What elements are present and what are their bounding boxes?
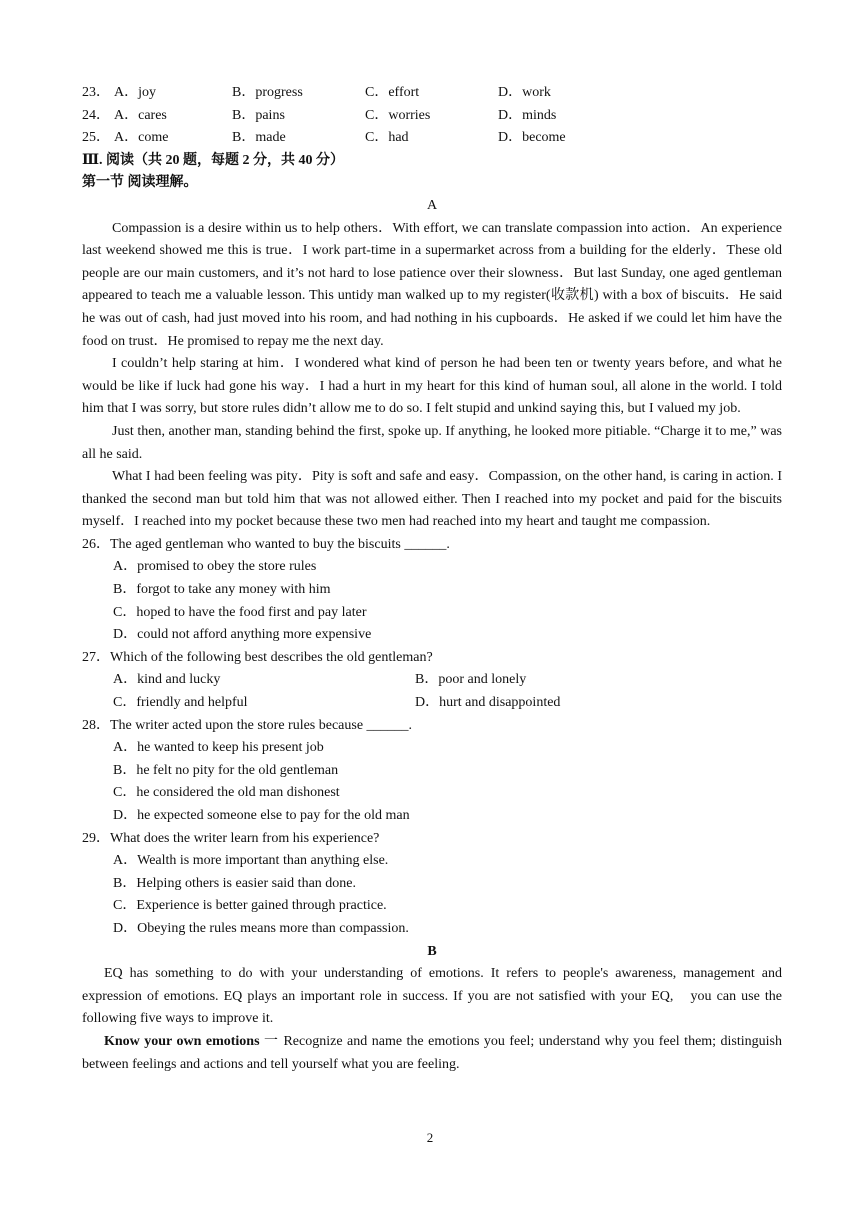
option-c: C．worries bbox=[365, 107, 431, 123]
question-stem: 26．The aged gentleman who wanted to buy the biscuits ______. bbox=[82, 536, 450, 552]
question-28 bbox=[82, 715, 782, 828]
page-number: 2 bbox=[426, 1130, 434, 1145]
cloze-row-25 bbox=[82, 127, 782, 150]
passage-paragraph: Just then, another man, standing behind the first, spoke up. If anything, he looked more pitiable. “Charge it to me,” was all he said. bbox=[82, 423, 782, 462]
option-b: B．pains bbox=[232, 107, 285, 123]
option-c: C．effort bbox=[365, 85, 420, 100]
answer-option: B．forgot to take any money with him bbox=[113, 582, 331, 598]
option-c: C．had bbox=[365, 130, 409, 146]
answer-option-row bbox=[82, 669, 782, 692]
option-d: D．work bbox=[498, 85, 551, 100]
question-number: 24． bbox=[82, 107, 110, 123]
question-number: 23． bbox=[82, 85, 110, 100]
answer-option: C．he considered the old man dishonest bbox=[113, 785, 340, 801]
question-27 bbox=[82, 647, 782, 715]
passage-paragraph bbox=[82, 1031, 782, 1076]
answer-option-row bbox=[82, 692, 782, 715]
answer-option: B．Helping others is easier said than done. bbox=[113, 875, 357, 891]
tip-text: Recognize and name the emotions you feel; understand why you feel them; distinguish between feelings and actions and tell yourself what you are feeling. bbox=[82, 1033, 782, 1072]
answer-option: D．he expected someone else to pay for the old man bbox=[113, 808, 410, 823]
passage-b-label: B bbox=[427, 943, 437, 959]
answer-option: C．friendly and helpful bbox=[113, 695, 248, 711]
subsection-title: 第一节 阅读理解。 bbox=[82, 175, 198, 191]
option-a: A．come bbox=[114, 130, 169, 146]
cloze-row-24 bbox=[82, 105, 782, 128]
question-26 bbox=[82, 534, 782, 647]
answer-option: D．hurt and disappointed bbox=[415, 695, 561, 711]
passage-paragraph: What I had been feeling was pity．Pity is soft and safe and easy．Compassion, on the other hand, is caring in action. I thanked the second man but told him that was not allowed either. Then I reached into my pocket and paid for the biscuits myself．I reached into my pocket because these two men had reached into my heart and taught me compassion. bbox=[82, 469, 782, 530]
option-a: A．cares bbox=[114, 107, 167, 123]
answer-option: D．could not afford anything more expensive bbox=[113, 627, 372, 643]
answer-option: B．poor and lonely bbox=[415, 672, 527, 688]
answer-option: C．Experience is better gained through practice. bbox=[113, 898, 387, 914]
option-a: A．joy bbox=[114, 85, 156, 100]
answer-option: A．Wealth is more important than anything else. bbox=[113, 853, 389, 869]
option-b: B．progress bbox=[232, 85, 303, 100]
exam-page bbox=[82, 82, 782, 1076]
option-d: D．minds bbox=[498, 107, 557, 123]
question-29 bbox=[82, 828, 782, 941]
passage-a-label: A bbox=[426, 197, 438, 213]
question-stem: 29．What does the writer learn from his experience? bbox=[82, 830, 380, 846]
passage-paragraph: I couldn’t help staring at him．I wondered what kind of person he had been ten or twenty years before, and what he would be like if luck had gone his way．I had a hurt in my heart for this kind of human soul, all alone in the world. I told him that I was sorry, but store rules didn’t allow me to do so. I felt stupid and unkind saying this, but I valued my job. bbox=[82, 356, 782, 417]
passage-paragraph: EQ has something to do with your understanding of emotions. It refers to people's awareness, management and expression of emotions. EQ plays an important role in success. If you are not satisfied with your EQ, you can use the following five ways to improve it. bbox=[82, 966, 782, 1027]
question-stem: 28．The writer acted upon the store rules because ______. bbox=[82, 717, 413, 733]
answer-option: C．hoped to have the food first and pay later bbox=[113, 604, 367, 620]
passage-paragraph: Compassion is a desire within us to help others．With effort, we can translate compassion into action．An experience last weekend showed me this is true．I work part-time in a supermarket across from a building for the elderly．These old people are our main customers, and it’s not hard to lose patience over their slowness．But last Sunday, one aged gentleman appeared to teach me a valuable lesson. This untidy man walked up to my register(收款机) with a box of biscuits．He said he was out of cash, had just moved into his room, and had nothing in his cupboards．He asked if we could let him have the food on trust．He promised to repay me the next day. bbox=[82, 220, 782, 349]
cloze-row-23 bbox=[82, 82, 782, 105]
passage-b bbox=[82, 963, 782, 1076]
question-stem: 27．Which of the following best describes the old gentleman? bbox=[82, 649, 433, 665]
answer-option: B．he felt no pity for the old gentleman bbox=[113, 762, 339, 778]
tip-dash: 一 bbox=[259, 1033, 284, 1049]
answer-option: A．he wanted to keep his present job bbox=[113, 740, 324, 756]
option-d: D．become bbox=[498, 130, 566, 146]
question-number: 25． bbox=[82, 130, 110, 146]
passage-a bbox=[82, 218, 782, 534]
cloze-options bbox=[82, 82, 782, 150]
answer-option: A．kind and lucky bbox=[113, 672, 221, 688]
answer-option: A．promised to obey the store rules bbox=[113, 559, 317, 575]
option-b: B．made bbox=[232, 130, 286, 146]
section-title: Ⅲ. 阅读（共 20 题，每题 2 分，共 40 分） bbox=[82, 152, 345, 168]
tip-heading: Know your own emotions bbox=[104, 1033, 260, 1049]
answer-option: D．Obeying the rules means more than compassion. bbox=[113, 920, 409, 936]
